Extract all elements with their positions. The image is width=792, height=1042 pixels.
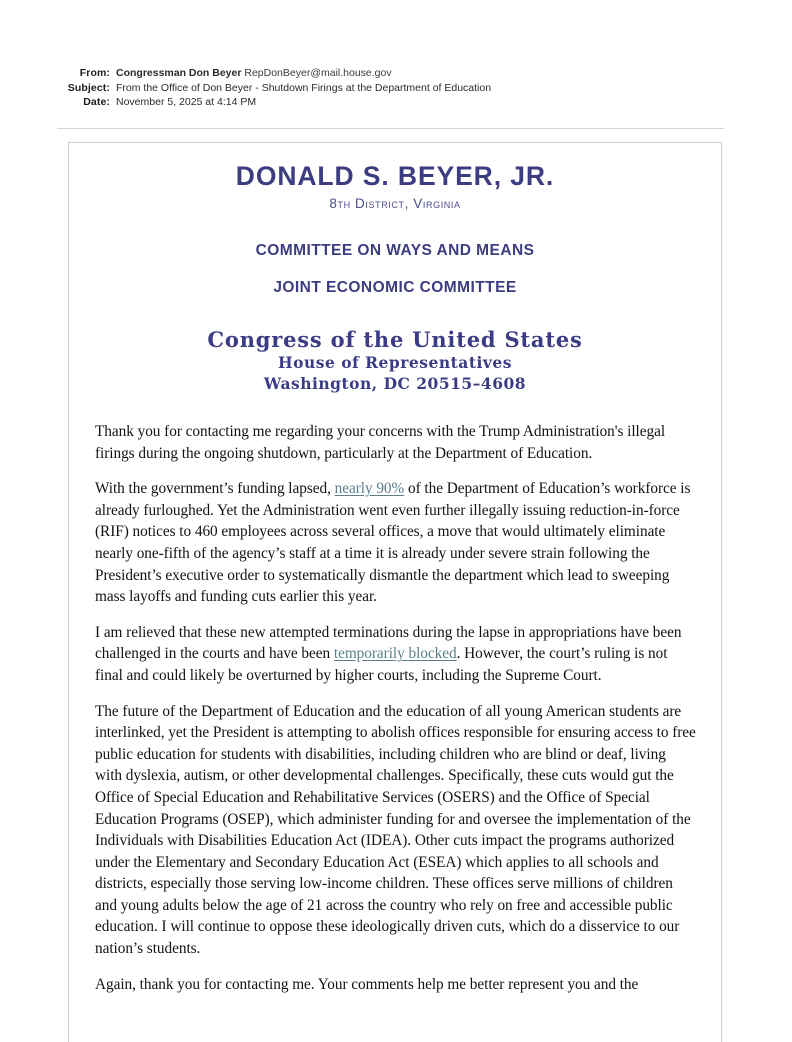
letterhead-congress-block [69,327,721,394]
house-of-representatives: House of Representatives [278,353,512,372]
body-paragraph-1: Thank you for contacting me regarding your concerns with the Trump Administration's illegal firings during the ongoing shutdown, particularly at the Department of Education. [95,423,666,462]
email-header [0,66,792,110]
temporarily-blocked-link[interactable]: temporarily blocked [333,645,457,663]
letterhead-district: 8th District, Virginia [329,196,461,211]
email-from-label: From: [79,67,110,79]
header-divider [57,128,724,129]
paragraph-3-text-after-link: . However, the court’s ruling is not final and could likely be overturned by higher courts, including the Supreme Court. [95,645,668,684]
email-from-value [116,66,392,81]
paragraph-2-text-before-link: With the government’s funding lapsed, [95,480,335,498]
email-subject-value: From the Office of Don Beyer - Shutdown Firings at the Department of Education [116,81,492,94]
email-header-row-date [0,95,792,110]
email-sender-name: Congressman Don Beyer [116,67,242,79]
letterhead-committee-joint-economic: JOINT ECONOMIC COMMITTEE [273,279,517,296]
body-paragraph-2 [95,478,696,608]
letterhead-committee-ways-and-means: COMMITTEE ON WAYS AND MEANS [255,242,535,259]
nearly-90-percent-link[interactable]: nearly 90% [334,480,405,498]
email-date-label: Date: [83,96,110,108]
letterhead [69,143,721,394]
email-sender-address[interactable]: RepDonBeyer@mail.house.gov [244,67,392,79]
letterhead-name: DONALD S. BEYER, JR. [235,161,555,191]
washington-dc-address: Washington, DC 20515–4608 [263,374,527,393]
email-subject-label: Subject: [67,81,110,94]
email-header-row-subject [0,81,792,96]
body-paragraph-5: Again, thank you for contacting me. Your comments help me better represent you and the [95,975,639,993]
email-header-row-from [0,66,792,81]
email-date-value: November 5, 2025 at 4:14 PM [116,96,257,108]
paragraph-3-text-before-link: I am relieved that these new attempted terminations during the lapse in appropriations have been challenged in the courts and have been [95,623,682,663]
paragraph-2-text-after-link: of the Department of Education’s workforce is already furloughed. Yet the Administration went even further illegally issuing reduction-in-force (RIF) notices to 460 employees across several offices, a move that would ultimately eliminate nearly one-fifth of the agency’s staff at a time it is already under severe strain following the President’s executive order to systematically dismantle the department which lead to sweeping mass layoffs and funding cuts earlier this year. [95,480,691,606]
congress-of-the-united-states: Congress of the United States [207,327,583,352]
body-paragraph-4: The future of the Department of Education and the education of all young American students are interlinked, yet the President is attempting to abolish offices responsible for ensuring access to free public education for students with disabilities, including children who are blind or deaf, living with dyslexia, autism, or other developmental challenges. Specifically, these cuts would gut the Office of Special Education and Rehabilitative Services (OSERS) and the Office of Special Education Programs (OSEP), which administer funding for and oversee the implementation of the Individuals with Disabilities Education Act (IDEA). Other cuts impact the programs authorized under the Elementary and Secondary Education Act (ESEA) which applies to all schools and districts, especially those serving low-income children. These offices serve millions of children and young adults below the age of 21 across the country who rely on free and accessible public education. I will continue to oppose these ideologically driven cuts, which do a disservice to our nation’s students. [95,702,696,958]
letter-body [69,421,721,995]
body-paragraph-3 [95,622,696,687]
letter-page [68,142,722,1042]
